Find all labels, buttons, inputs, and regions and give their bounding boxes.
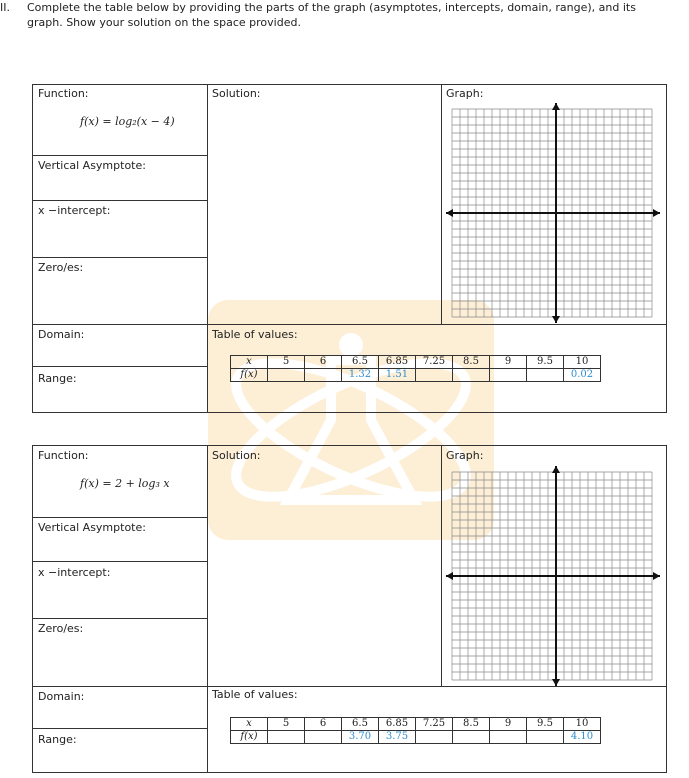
x-cell: 5 [268, 718, 305, 731]
solution-label: Solution: [212, 87, 261, 100]
fx-cell[interactable] [453, 731, 490, 744]
x-axis-left-arrow-icon [446, 209, 453, 217]
fx-row [231, 369, 601, 382]
zeros-label: Zero/es: [38, 261, 84, 274]
coordinate-grid[interactable] [446, 466, 660, 686]
graph-label: Graph: [446, 449, 484, 462]
x-intercept-label: x −intercept: [38, 204, 111, 217]
range-label: Range: [38, 372, 77, 385]
zeros-label: Zero/es: [38, 622, 84, 635]
x-cell: 6.5 [342, 718, 379, 731]
x-cell: 8.5 [453, 718, 490, 731]
x-cell: 6 [305, 718, 342, 731]
x-header: x [231, 356, 268, 369]
instructions-text: Complete the table below by providing the parts of the graph (asymptotes, intercepts, domain, range), and its graph. Show your solution on the space provided. [27, 1, 636, 29]
x-cell: 7.25 [416, 718, 453, 731]
fx-row [231, 731, 601, 744]
y-axis-down-arrow-icon [552, 316, 560, 323]
domain-label: Domain: [38, 328, 85, 341]
fx-cell[interactable] [416, 369, 453, 382]
x-cell: 6.5 [342, 356, 379, 369]
y-axis-up-arrow-icon [552, 466, 560, 473]
range-label: Range: [38, 733, 77, 746]
x-cell: 6 [305, 356, 342, 369]
fx-cell[interactable] [416, 731, 453, 744]
y-axis-up-arrow-icon [552, 103, 560, 110]
fx-cell[interactable] [527, 369, 564, 382]
solution-area[interactable] [208, 462, 440, 684]
fx-cell[interactable] [490, 731, 527, 744]
coordinate-grid[interactable] [446, 103, 660, 323]
x-axis-left-arrow-icon [446, 572, 453, 580]
fx-cell[interactable] [268, 369, 305, 382]
fx-cell[interactable] [490, 369, 527, 382]
y-axis-down-arrow-icon [552, 679, 560, 686]
solution-label: Solution: [212, 449, 261, 462]
table-of-values-label: Table of values: [212, 328, 298, 341]
function-formula: f(x) = log₂(x − 4) [80, 115, 175, 128]
fx-cell[interactable] [305, 731, 342, 744]
fx-cell[interactable]: 4.10 [564, 731, 601, 744]
x-row [231, 718, 601, 731]
fx-header: f(x) [231, 731, 268, 744]
x-cell: 9 [490, 356, 527, 369]
x-cell: 10 [564, 718, 601, 731]
fx-cell[interactable]: 1.32 [342, 369, 379, 382]
fx-cell[interactable] [305, 369, 342, 382]
fx-cell[interactable] [268, 731, 305, 744]
table-of-values-label: Table of values: [212, 688, 298, 701]
fx-cell[interactable]: 0.02 [564, 369, 601, 382]
domain-label: Domain: [38, 690, 85, 703]
x-axis-right-arrow-icon [653, 572, 660, 580]
x-header: x [231, 718, 268, 731]
x-cell: 6.85 [379, 718, 416, 731]
graph-label: Graph: [446, 87, 484, 100]
x-cell: 5 [268, 356, 305, 369]
function-formula: f(x) = 2 + log₃ x [80, 477, 170, 490]
x-cell: 8.5 [453, 356, 490, 369]
x-cell: 6.85 [379, 356, 416, 369]
vertical-asymptote-label: Vertical Asymptote: [38, 159, 146, 172]
fx-cell[interactable]: 3.75 [379, 731, 416, 744]
x-intercept-label: x −intercept: [38, 566, 111, 579]
instructions-number: II. [0, 1, 10, 14]
table-of-values [230, 355, 601, 382]
x-axis-right-arrow-icon [653, 209, 660, 217]
x-cell: 9.5 [527, 718, 564, 731]
fx-cell[interactable]: 1.51 [379, 369, 416, 382]
fx-cell[interactable] [527, 731, 564, 744]
vertical-asymptote-label: Vertical Asymptote: [38, 521, 146, 534]
fx-cell[interactable]: 3.70 [342, 731, 379, 744]
x-cell: 10 [564, 356, 601, 369]
table-of-values [230, 717, 601, 744]
x-cell: 9 [490, 718, 527, 731]
fx-header: f(x) [231, 369, 268, 382]
x-cell: 9.5 [527, 356, 564, 369]
x-row [231, 356, 601, 369]
solution-area[interactable] [208, 100, 440, 322]
function-label: Function: [38, 449, 89, 462]
x-cell: 7.25 [416, 356, 453, 369]
fx-cell[interactable] [453, 369, 490, 382]
function-label: Function: [38, 87, 89, 100]
